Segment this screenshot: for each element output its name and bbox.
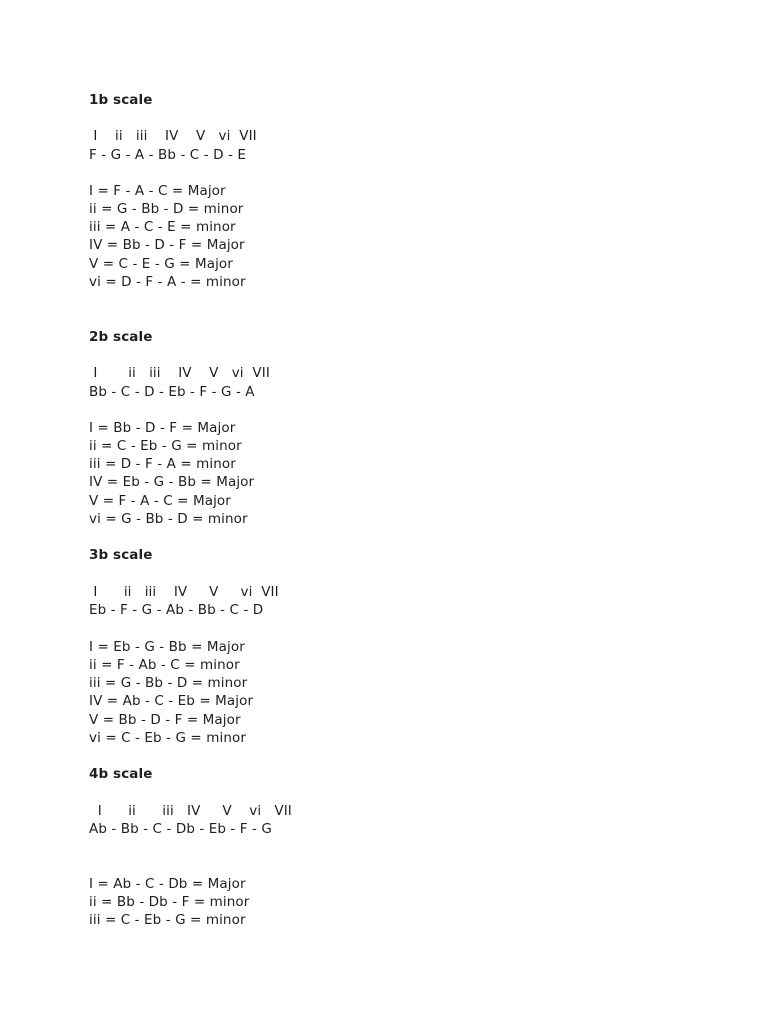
section-heading: 1b scale [89,92,153,108]
scale-degrees: I ii iii IV V vi VII [89,584,279,600]
chord-line: ii = C - Eb - G = minor [89,438,242,454]
chord-line: ii = F - Ab - C = minor [89,657,240,673]
section-heading: 3b scale [89,547,153,563]
chord-line: ii = G - Bb - D = minor [89,201,244,217]
scale-notes: Eb - F - G - Ab - Bb - C - D [89,602,264,618]
chord-line: I = Eb - G - Bb = Major [89,639,245,655]
chord-line: iii = A - C - E = minor [89,219,236,235]
chord-line: V = F - A - C = Major [89,493,231,509]
chord-line: iii = D - F - A = minor [89,456,236,472]
chord-line: I = Ab - C - Db = Major [89,876,246,892]
chord-line: iii = G - Bb - D = minor [89,675,248,691]
chord-line: vi = C - Eb - G = minor [89,730,246,746]
scale-notes: F - G - A - Bb - C - D - E [89,147,246,163]
chord-line: IV = Ab - C - Eb = Major [89,693,254,709]
chord-line: I = Bb - D - F = Major [89,420,236,436]
section-heading: 2b scale [89,329,153,345]
chord-line: ii = Bb - Db - F = minor [89,894,250,910]
section-heading: 4b scale [89,766,153,782]
scale-degrees: I ii iii IV V vi VII [89,128,257,144]
scale-degrees: I ii iii IV V vi VII [89,365,270,381]
chord-line: iii = C - Eb - G = minor [89,912,246,928]
scale-notes: Bb - C - D - Eb - F - G - A [89,384,255,400]
chord-line: IV = Bb - D - F = Major [89,237,245,253]
chord-line: V = C - E - G = Major [89,256,233,272]
chord-line: IV = Eb - G - Bb = Major [89,474,255,490]
chord-line: vi = D - F - A - = minor [89,274,246,290]
scale-notes: Ab - Bb - C - Db - Eb - F - G [89,821,272,837]
scale-degrees: I ii iii IV V vi VII [89,803,292,819]
chord-line: vi = G - Bb - D = minor [89,511,248,527]
chord-line: I = F - A - C = Major [89,183,226,199]
chord-line: V = Bb - D - F = Major [89,712,241,728]
